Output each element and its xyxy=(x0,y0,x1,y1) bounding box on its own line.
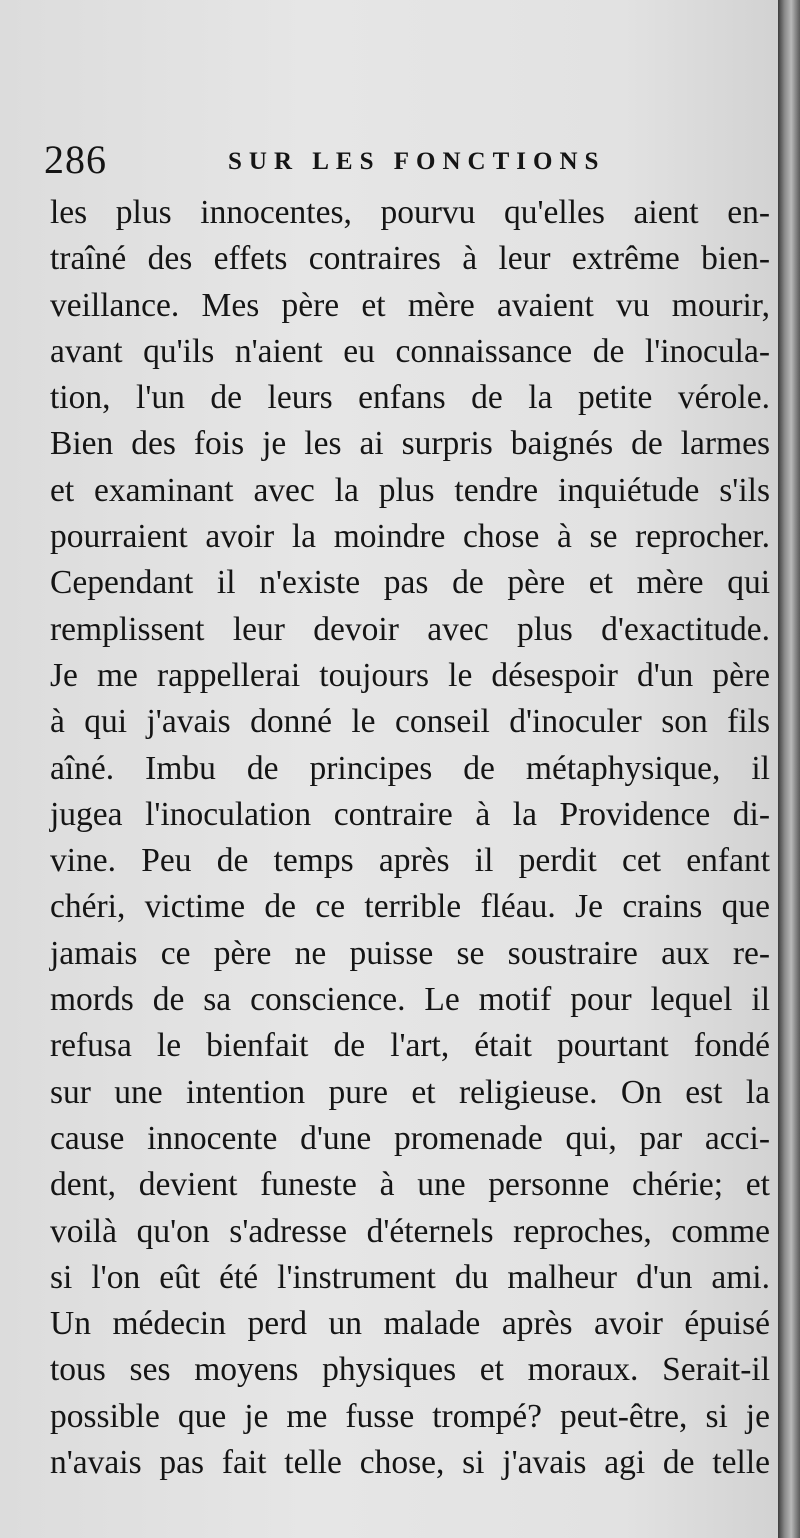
text-line: jamais ce père ne puisse se soustraire aux re- xyxy=(50,934,770,972)
text-line: veillance. Mes père et mère avaient vu mourir, xyxy=(50,286,770,324)
text-line: les plus innocentes, pourvu qu'elles aient en- xyxy=(50,194,770,231)
text-line: sur une intention pure et religieuse. On est la xyxy=(50,1073,770,1111)
text-line: Bien des fois je les ai surpris baignés de larmes xyxy=(50,425,770,463)
text-line: mords de sa conscience. Le motif pour lequel il xyxy=(50,981,770,1019)
text-line: tous ses moyens physiques et moraux. Serait-il xyxy=(50,1351,770,1389)
text-line: Cependant il n'existe pas de père et mère qui xyxy=(50,564,770,602)
page-number: 286 xyxy=(44,137,107,182)
text-line: vine. Peu de temps après il perdit cet enfant xyxy=(50,842,770,880)
text-line: voilà qu'on s'adresse d'éternels reproches, comme xyxy=(50,1212,770,1250)
text-line: jugea l'inoculation contraire à la Providence di- xyxy=(50,795,770,833)
text-line: dent, devient funeste à une personne chérie; et xyxy=(50,1166,770,1204)
body-text xyxy=(50,190,770,1486)
text-line: à qui j'avais donné le conseil d'inoculer son fils xyxy=(50,703,770,741)
text-line: chéri, victime de ce terrible fléau. Je crains que xyxy=(50,888,770,926)
text-line: avant qu'ils n'aient eu connaissance de l'inocula- xyxy=(50,332,770,370)
text-line: Un médecin perd un malade après avoir épuisé xyxy=(50,1305,770,1343)
text-line: cause innocente d'une promenade qui, par acci- xyxy=(50,1119,770,1157)
text-line: refusa le bienfait de l'art, était pourtant fondé xyxy=(50,1027,770,1065)
running-title: SUR LES FONCTIONS xyxy=(228,148,606,175)
text-line: si l'on eût été l'instrument du malheur d'un ami. xyxy=(50,1258,770,1296)
running-head xyxy=(44,136,744,186)
text-line: possible que je me fusse trompé? peut-être, si je xyxy=(50,1397,770,1435)
text-line: remplissent leur devoir avec plus d'exactitude. xyxy=(50,610,770,648)
text-line: traîné des effets contraires à leur extrême bien- xyxy=(50,240,770,278)
text-line: pourraient avoir la moindre chose à se reprocher. xyxy=(50,518,770,556)
text-line: tion, l'un de leurs enfans de la petite vérole. xyxy=(50,379,770,417)
text-line: n'avais pas fait telle chose, si j'avais agi de telle xyxy=(50,1444,770,1482)
page-edge-shadow xyxy=(778,0,800,1538)
text-line: et examinant avec la plus tendre inquiétude s'ils xyxy=(50,471,770,509)
text-line: aîné. Imbu de principes de métaphysique, il xyxy=(50,749,770,787)
text-line: Je me rappellerai toujours le désespoir d'un père xyxy=(50,656,770,694)
